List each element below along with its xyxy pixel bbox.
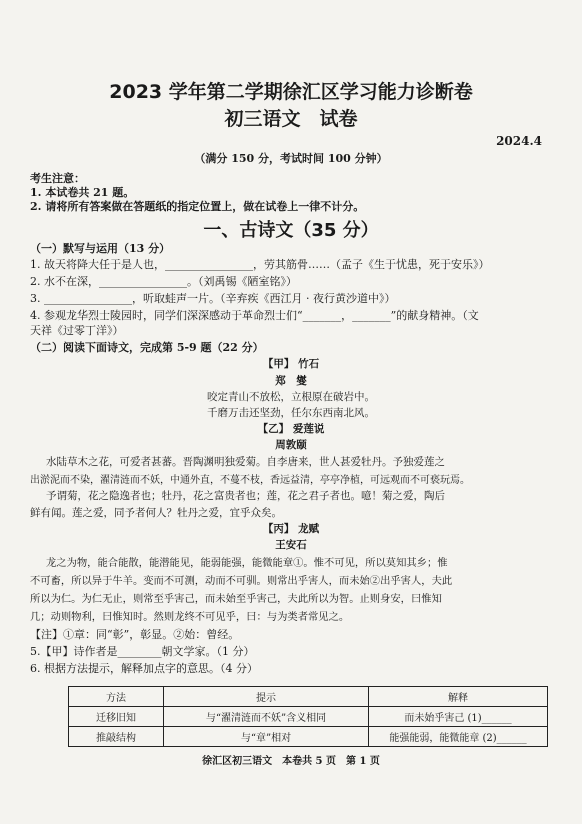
poem-bing-line-3: 所以为仁。为仁无止，则常至乎害己，而未始至乎害己，夫此所以为智。止则身安，曰惟知 — [30, 593, 442, 605]
page-footer: 徐汇区初三语文 本卷共 5 页 第 1 页 — [202, 756, 380, 767]
table-row — [69, 727, 548, 747]
question-3: 3. ________________，听取蛙声一片。（辛弃疾《西江月 · 夜行黄沙道中》） — [30, 292, 396, 305]
poem-yi-label: 【乙】 爱莲说 — [257, 423, 325, 435]
poem-bing-line-4: 几；动则物利，曰惟知时。然则龙终不可见乎，曰：与为类者常见之。 — [30, 611, 350, 623]
question-4-line-1: 4. 参观龙华烈士陵园时，同学们深深感动于革命烈士们“_______，_______”的献身精神。（文 — [30, 309, 479, 322]
table-cell: 推敲结构 — [69, 727, 164, 747]
part2-heading: （二）阅读下面诗文，完成第 5-9 题（22 分） — [30, 341, 264, 354]
poem-jia-author: 郑 燮 — [275, 375, 307, 387]
question-2: 2. 水不在深，________________。（刘禹锡《陋室铭》） — [30, 275, 297, 288]
notice-heading: 考生注意： — [30, 172, 85, 185]
section-title: 一、古诗文（35 分） — [203, 220, 379, 241]
poem-bing-label: 【丙】 龙赋 — [262, 523, 320, 535]
poem-yi-para1-line-1: 水陆草木之花，可爱者甚蕃。晋陶渊明独爱菊。自李唐来，世人甚爱牡丹。予独爱莲之 — [46, 456, 445, 468]
question-6: 6. 根据方法提示，解释加点字的意思。（4 分） — [30, 662, 258, 675]
table-cell: 与“章”相对 — [164, 727, 369, 747]
poem-yi-author: 周敦颐 — [275, 439, 307, 451]
poem-yi-para2-line-2: 鲜有闻。莲之爱，同予者何人？牡丹之爱，宜乎众矣。 — [30, 507, 282, 519]
table-header-method: 方法 — [69, 687, 164, 707]
table-header-hint: 提示 — [164, 687, 369, 707]
question-1: 1. 故天将降大任于是人也，________________，劳其筋骨……（孟子《生于忧患，死于安乐》） — [30, 258, 490, 271]
table-header-explanation: 解释 — [369, 687, 548, 707]
poem-bing-line-2: 不可畜，所以异于牛羊。变而不可测，动而不可驯。则常出乎害人，而未始②出乎害人，夫此 — [30, 575, 453, 587]
part1-heading: （一）默写与运用（13 分） — [30, 242, 171, 255]
table-cell: 而未始乎害己 (1)______ — [369, 707, 548, 727]
method-table — [68, 686, 548, 747]
table-header-row — [69, 687, 548, 707]
poem-bing-line-1: 龙之为物，能合能散，能潜能见，能弱能强，能微能章①。惟不可见，所以莫知其乡；惟 — [46, 557, 448, 569]
table-cell: 与“濯清涟而不妖”含义相同 — [164, 707, 369, 727]
question-4-line-2: 天祥《过零丁洋》） — [30, 324, 124, 337]
poem-jia-line-1: 咬定青山不放松，立根原在破岩中。 — [207, 391, 375, 403]
table-row — [69, 707, 548, 727]
exam-title: 2023 学年第二学期徐汇区学习能力诊断卷 — [109, 81, 473, 103]
exam-date: 2024.4 — [496, 134, 542, 148]
poem-jia-label: 【甲】 竹石 — [262, 358, 320, 370]
exam-subtitle: 初三语文 试卷 — [224, 108, 358, 130]
table-cell: 迁移旧知 — [69, 707, 164, 727]
table-cell: 能强能弱，能微能章 (2)______ — [369, 727, 548, 747]
poem-jia-line-2: 千磨万击还坚劲，任尔东西南北风。 — [207, 407, 375, 419]
poem-yi-para2-line-1: 予谓菊，花之隐逸者也；牡丹，花之富贵者也；莲，花之君子者也。噫！菊之爱，陶后 — [46, 490, 445, 502]
score-time: （满分 150 分，考试时间 100 分钟） — [194, 152, 388, 165]
poem-bing-author: 王安石 — [275, 539, 307, 551]
poem-yi-para1-line-2: 出淤泥而不染，濯清涟而不妖，中通外直，不蔓不枝，香远益清，亭亭净植，可远观而不可亵玩焉。 — [30, 475, 470, 486]
notice-item-1: 1. 本试卷共 21 题。 — [30, 186, 135, 199]
question-5: 5.【甲】诗作者是________朝文学家。（1 分） — [30, 645, 255, 658]
notice-item-2: 2. 请将所有答案做在答题纸的指定位置上，做在试卷上一律不计分。 — [30, 200, 365, 213]
annotation-note: 【注】①章：同“彰”，彰显。②始：曾经。 — [30, 628, 240, 641]
